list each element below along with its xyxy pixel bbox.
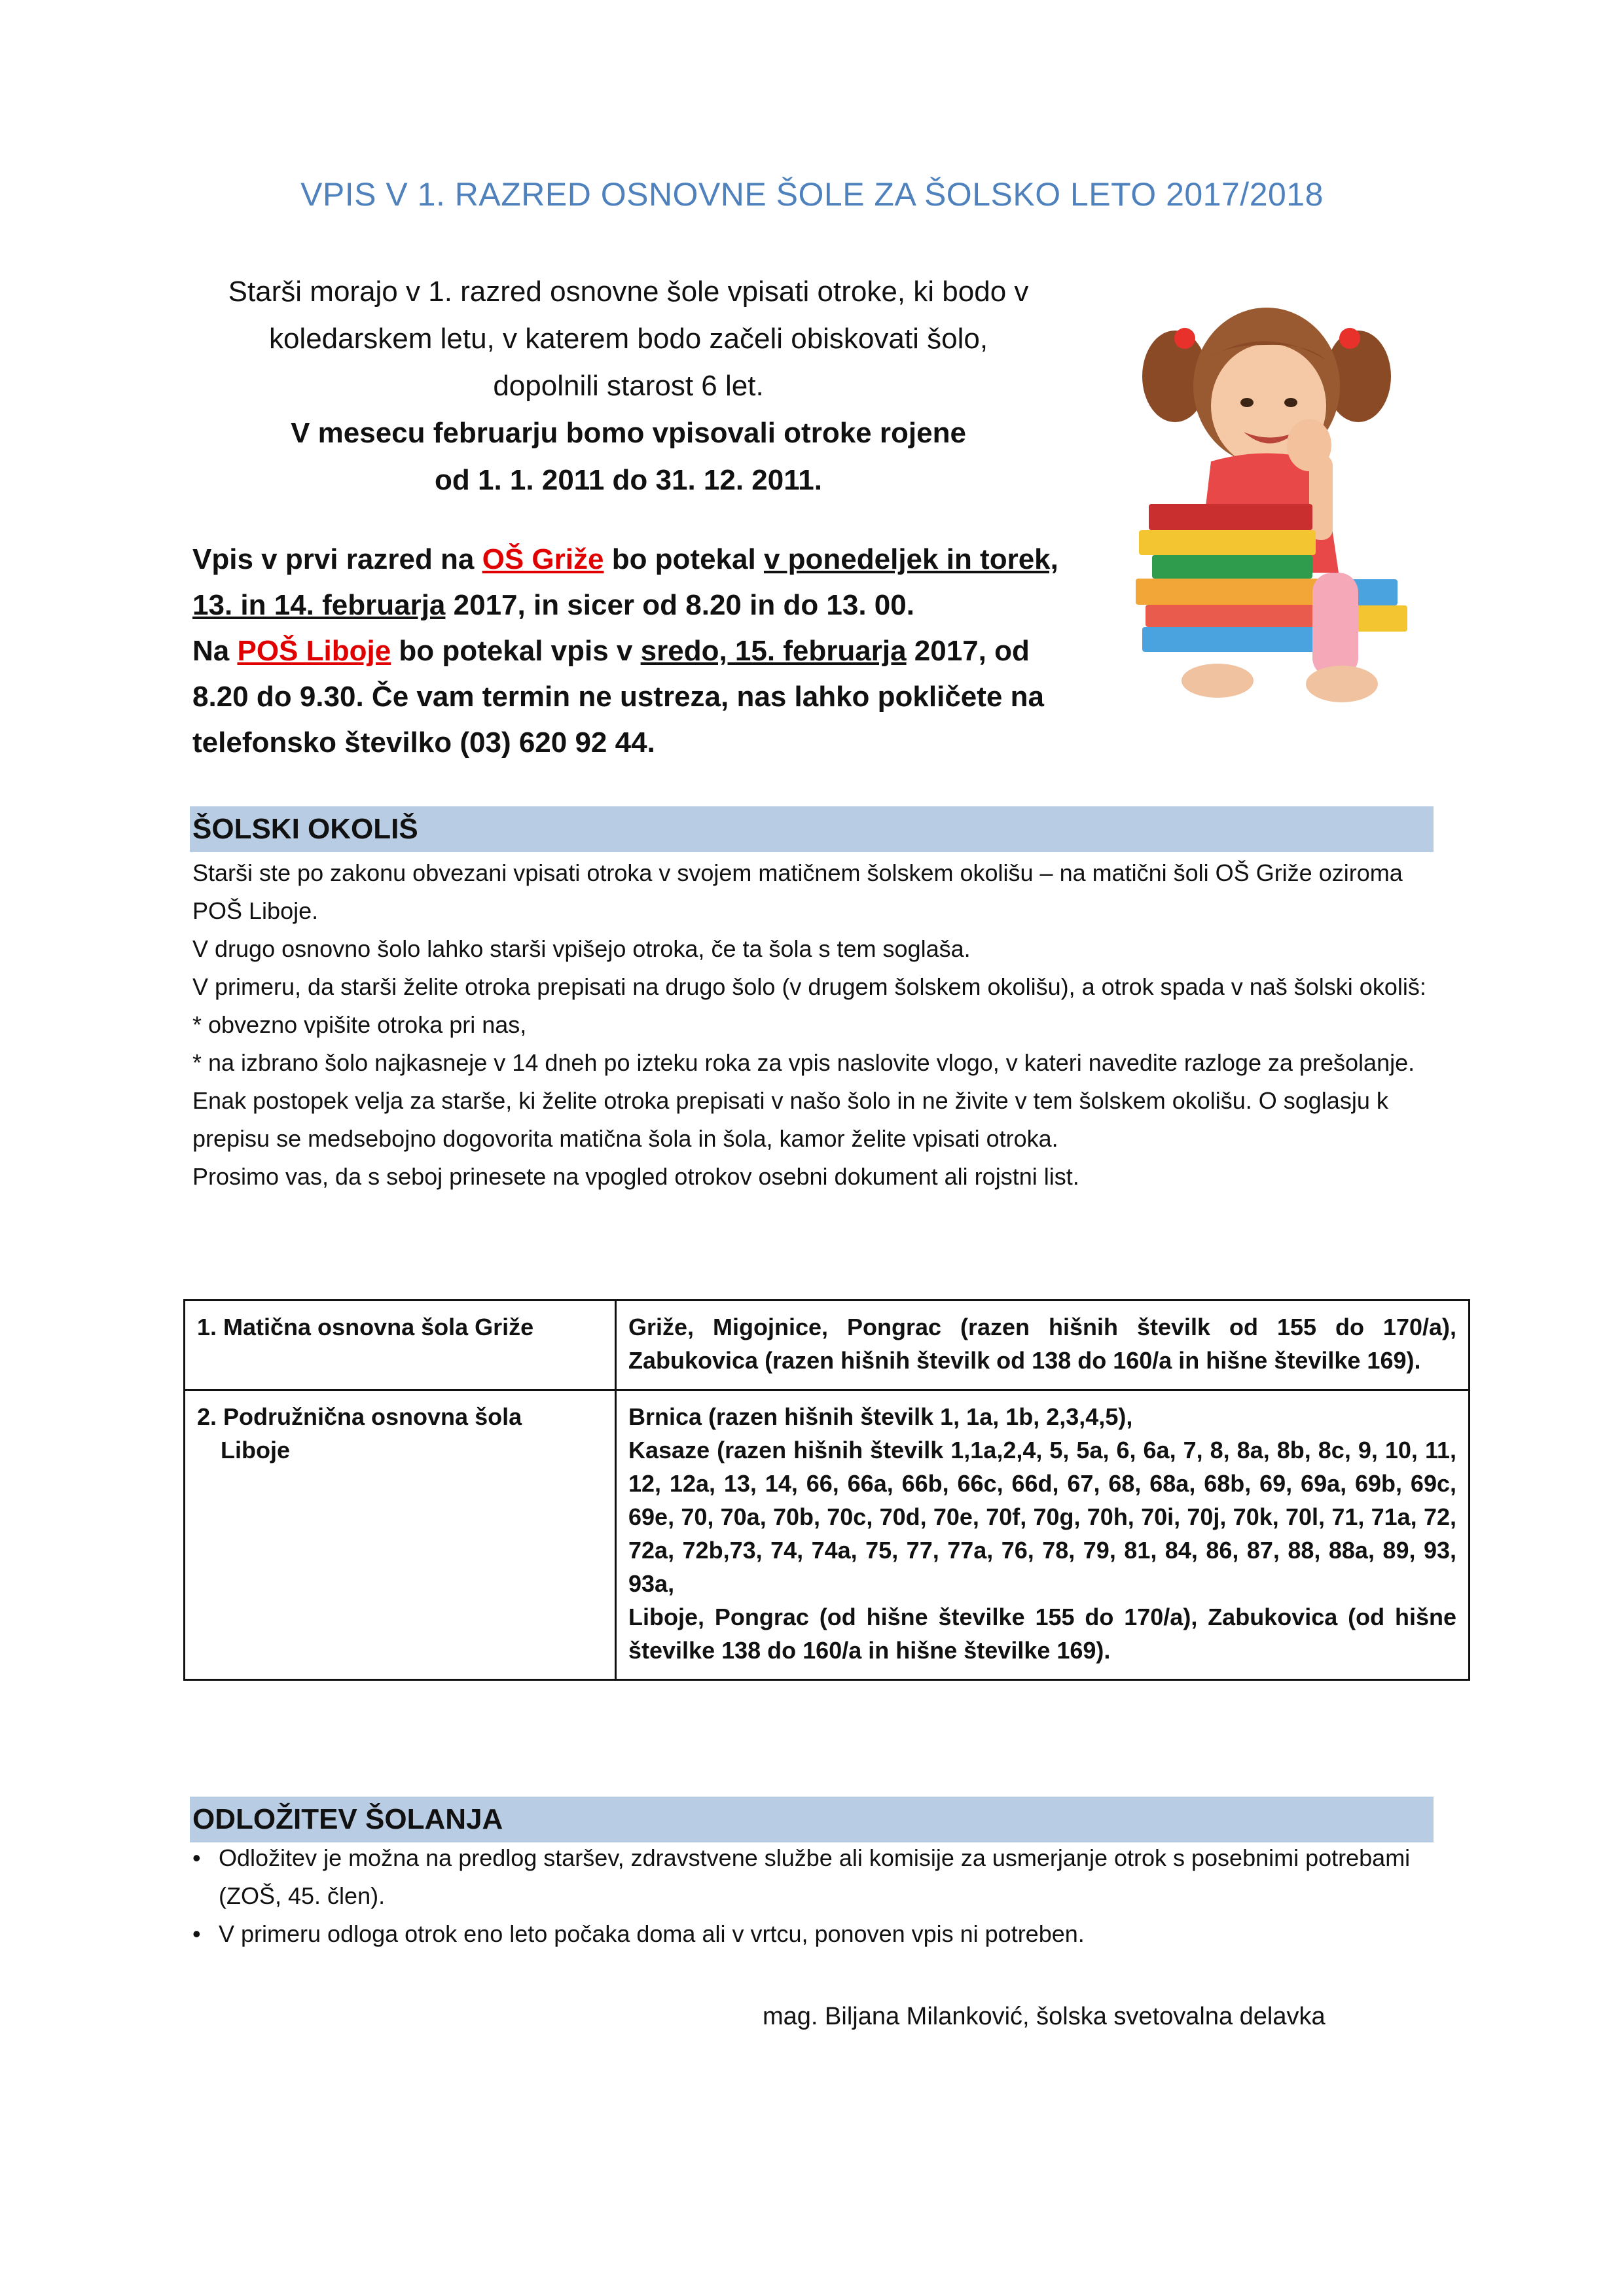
table-cell-school: 1. Matična osnovna šola Griže: [185, 1300, 616, 1390]
table-cell-school: 2. Podružnična osnovna šola Liboje: [185, 1390, 616, 1680]
school-link-grize[interactable]: OŠ Griže: [482, 543, 604, 575]
school-district-text: [192, 854, 1436, 1196]
schedule-line-2: 13. in 14. februarja 2017, in sicer od 8.20 in do 13. 00.: [192, 589, 914, 621]
schedule-line-3: Na POŠ Liboje bo potekal vpis v sredo, 15. februarja 2017, od: [192, 635, 1030, 667]
table-cell-areas: Griže, Migojnice, Pongrac (razen hišnih številk od 155 do 170/a), Zabukovica (razen hišnih številk od 138 do 160/a in hišne številke 169).: [616, 1300, 1470, 1390]
signature: mag. Biljana Milanković, šolska svetovalna delavka: [763, 2003, 1326, 2030]
enrollment-schedule: [192, 537, 1122, 766]
paragraph: Prosimo vas, da s seboj prinesete na vpogled otrokov osebni dokument ali rojstni list.: [192, 1163, 1079, 1190]
paragraph: * na izbrano šolo najkasneje v 14 dneh po izteku roka za vpis naslovite vlogo, v kateri navedite razloge za prešolanje.: [192, 1049, 1415, 1076]
list-item: • Odložitev je možna na predlog staršev, zdravstvene službe ali komisije za usmerjanje otrok s posebnimi potrebami (ZOŠ, 45. člen).: [192, 1839, 1436, 1915]
intro-line: dopolnili starost 6 let.: [493, 370, 764, 402]
paragraph: V drugo osnovno šolo lahko starši vpišejo otroka, če ta šola s tem soglaša.: [192, 935, 971, 962]
page-title: VPIS V 1. RAZRED OSNOVNE ŠOLE ZA ŠOLSKO LETO 2017/2018: [300, 176, 1324, 213]
table-row: [185, 1300, 1470, 1390]
section-heading-bar: [190, 806, 1434, 852]
list-item: • V primeru odloga otrok eno leto počaka doma ali v vrtcu, ponoven vpis ni potreben.: [192, 1915, 1436, 1953]
schedule-line-1: Vpis v prvi razred na OŠ Griže bo potekal v ponedeljek in torek,: [192, 543, 1058, 575]
section-heading: ODLOŽITEV ŠOLANJA: [192, 1803, 503, 1835]
table-cell-areas: Brnica (razen hišnih številk 1, 1a, 1b, 2,3,4,5), Kasaze (razen hišnih številk 1,1a,2,4, 5, 5a, 6, 6a, 7, 8, 8a, 8b, 8c, 9, 10, 11, 12, 12a, 13, 14, 66, 66a, 66b, 66c, 66d, 67, 68, 68a, 68b, 69, 69a, 69b, 69c, 69e, 70, 70a, 70b, 70c, 70d, 70e, 70f, 70g, 70h, 70i, 70j, 70k, 70l, 71, 71a, 72, 72a, 72b,73, 74, 74a, 75, 77, 77a, 76, 78, 79, 81, 84, 86, 87, 88, 88a, 89, 93, 93a, Liboje, Pongrac (od hišne številke 155 do 170/a), Zabukovica (od hišne številke 138 do 160/a in hišne številke 169).: [616, 1390, 1470, 1680]
paragraph: Enak postopek velja za starše, ki želite otroka prepisati v našo šolo in ne živite v tem šolskem okolišu. O soglasju k prepisu se medsebojno dogovorita matična šola in šola, kamor želite vpisati otroka.: [192, 1087, 1388, 1152]
school-link-liboje[interactable]: POŠ Liboje: [237, 635, 391, 667]
schedule-line-4: 8.20 do 9.30. Če vam termin ne ustreza, nas lahko pokličete na: [192, 681, 1044, 713]
schedule-dates: 13. in 14. februarja: [192, 589, 446, 621]
table-row: [185, 1390, 1470, 1680]
district-table: [183, 1299, 1470, 1681]
bullet-icon: •: [192, 1844, 201, 1871]
section-heading-bar: [190, 1797, 1434, 1842]
deferral-list: [192, 1839, 1436, 1953]
section-heading: ŠOLSKI OKOLIŠ: [192, 813, 418, 845]
schedule-days: v ponedeljek in torek,: [763, 543, 1058, 575]
schedule-days-2: sredo, 15. februarja: [640, 635, 907, 667]
schedule-line-5: telefonsko številko (03) 620 92 44.: [192, 726, 655, 759]
paragraph: Starši ste po zakonu obvezani vpisati otroka v svojem matičnem šolskem okolišu – na matični šoli OŠ Griže oziroma POŠ Liboje.: [192, 859, 1403, 924]
paragraph: V primeru, da starši želite otroka prepisati na drugo šolo (v drugem šolskem okolišu), a otrok spada v naš šolski okoliš:: [192, 973, 1426, 1000]
girl-with-books-photo: [1113, 298, 1420, 717]
intro-line: Starši morajo v 1. razred osnovne šole vpisati otroke, ki bodo v: [228, 276, 1029, 308]
intro-line-bold: od 1. 1. 2011 do 31. 12. 2011.: [435, 464, 822, 496]
paragraph: * obvezno vpišite otroka pri nas,: [192, 1011, 527, 1038]
bullet-icon: •: [192, 1920, 201, 1947]
intro-line-bold: V mesecu februarju bomo vpisovali otroke rojene: [291, 417, 966, 449]
intro-block: [177, 268, 1080, 504]
intro-line: koledarskem letu, v katerem bodo začeli obiskovati šolo,: [268, 323, 988, 355]
